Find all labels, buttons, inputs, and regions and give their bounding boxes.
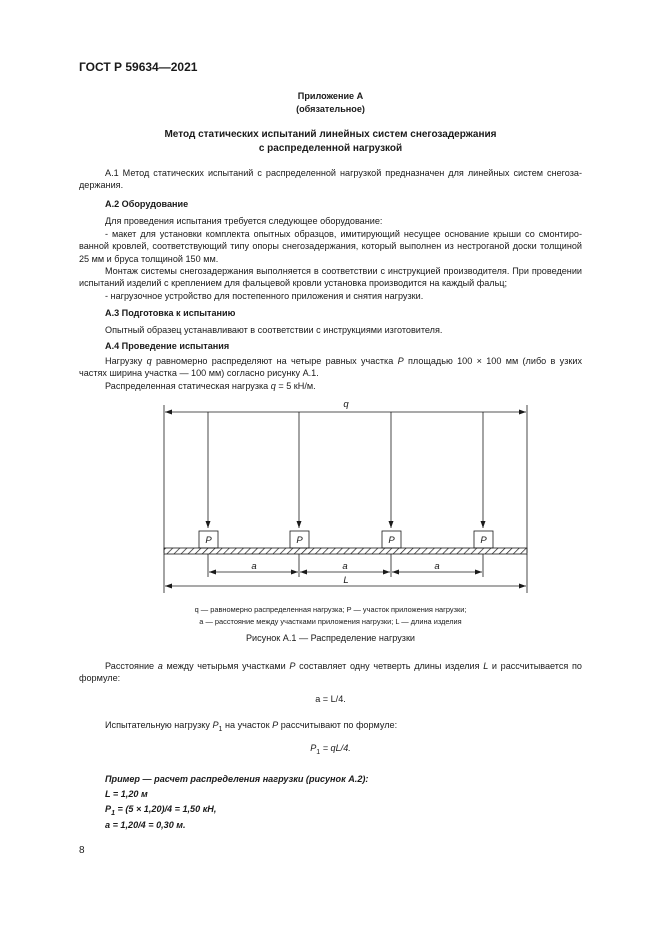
- label-p: P: [296, 535, 303, 546]
- label-p: P: [388, 535, 395, 546]
- label-p: P: [480, 535, 487, 546]
- figure-caption: Рисунок А.1 — Распределение нагрузки: [245, 633, 416, 643]
- section-a4-text2: Распределенная статическая нагрузка q = 5 кН/м.: [105, 381, 316, 391]
- formula-a: a = L/4.: [315, 694, 346, 704]
- annex-status: (обязательное): [296, 104, 365, 114]
- formula-p1: $P_1 = qL/4$.: [310, 743, 351, 756]
- example-title: Пример — расчет распределения нагрузки (рисунок А.2):: [105, 774, 369, 784]
- section-a2-mounting: Монтаж системы снегозадержания выполняется в соответствии с инструкцией производителя. При проведении испытаний изделий с креплением для фальцевой кровли установка производится на каждый фальц;: [79, 266, 582, 289]
- annex-heading-line2: с распределенной нагрузкой: [258, 143, 403, 154]
- beam: [164, 548, 527, 554]
- section-a2-item2: - нагрузочное устройство для постепенного приложения и снятия нагрузки.: [105, 291, 424, 301]
- example-line2: $P_1 = (5 \times 1,20)/4 = 1,50$ кН,: [105, 804, 217, 817]
- label-l: L: [343, 575, 349, 586]
- standard-number: ГОСТ Р 59634—2021: [79, 60, 198, 74]
- example-line3: a = 1,20/4 = 0,30 м.: [105, 820, 186, 830]
- label-a: a: [251, 561, 257, 572]
- label-q: q: [343, 399, 349, 410]
- section-a2-item1: - макет для установки комплекта опытных образцов, имитирующий несущее основание крыши со смонтированной кровлей, соответствующий типу опоры снегозадержания, который выполнен из нестроганой доски толщиной 25 мм и бруса толщиной 150 мм.: [79, 229, 582, 264]
- page-number: 8: [79, 845, 85, 856]
- example-line1: L = 1,20 м: [105, 789, 148, 799]
- label-a: a: [342, 561, 348, 572]
- annex-title: Приложение А: [297, 91, 364, 101]
- label-a: a: [434, 561, 440, 572]
- load-distribution-figure: [0, 395, 661, 610]
- section-a2-title: А.2 Оборудование: [105, 199, 189, 209]
- section-a1-text: А.1 Метод статических испытаний с распределенной нагрузкой предназначен для линейных систем снегозадержания.: [79, 168, 582, 191]
- annex-heading-line1: Метод статических испытаний линейных систем снегозадержания: [164, 129, 497, 140]
- section-a4-text1: Нагрузку q равномерно распределяют на четыре равных участка P площадью 100 × 100 мм (либо в узких частях ширина участка — 100 мм) согласно рисунку А.1.: [79, 356, 582, 379]
- label-p: P: [205, 535, 212, 546]
- section-a4-title: А.4 Проведение испытания: [105, 341, 230, 351]
- test-load-paragraph: Испытательную нагрузку $P_1$ на участок P рассчитывают по формуле:: [105, 720, 398, 733]
- section-a3-text: Опытный образец устанавливают в соответствии с инструкциями изготовителя.: [105, 325, 443, 335]
- section-a3-title: А.3 Подготовка к испытанию: [105, 308, 236, 318]
- figure-legend-line1: q — равномерно распределенная нагрузка; P — участок приложения нагрузки;: [194, 605, 467, 614]
- figure-legend-line2: a — расстояние между участками приложения нагрузки; L — длина изделия: [199, 617, 462, 626]
- section-a2-intro: Для проведения испытания требуется следующее оборудование:: [105, 216, 383, 226]
- distance-paragraph: Расстояние a между четырьмя участками P составляет одну четверть длины изделия L и рассчитывается по формуле:: [79, 661, 582, 684]
